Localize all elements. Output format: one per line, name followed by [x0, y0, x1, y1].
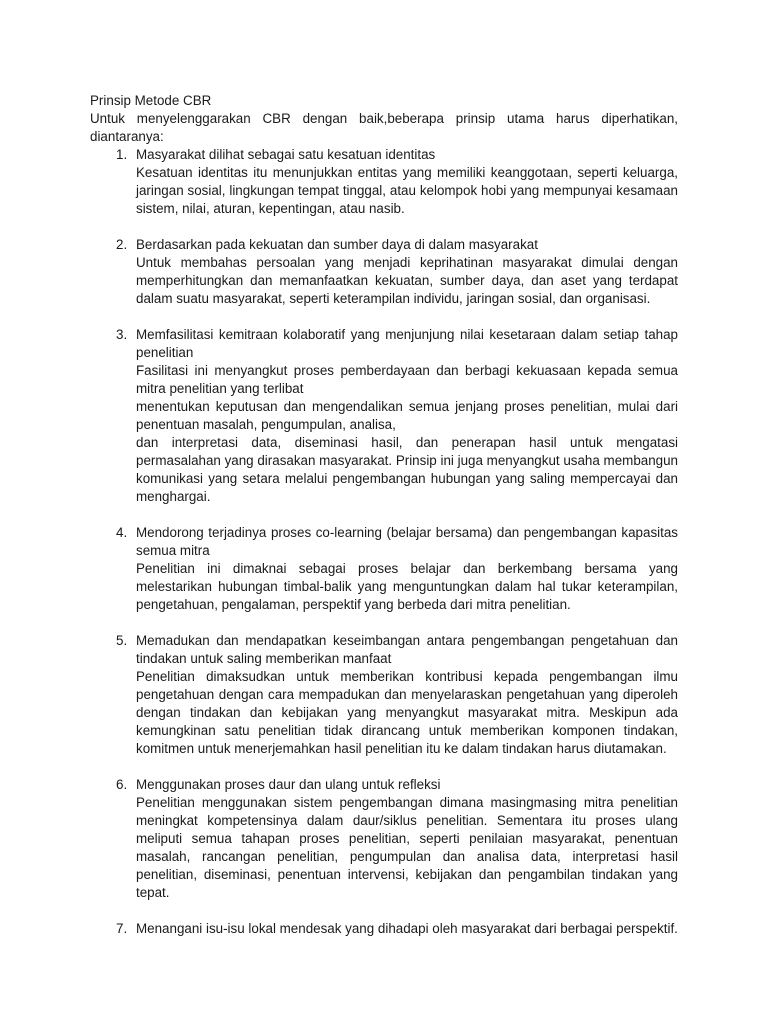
principle-heading: Memadukan dan mendapatkan keseimbangan antara pengembangan pengetahuan dan tindakan untuk saling memberikan manfaat [136, 633, 678, 666]
list-number: 3. [116, 327, 128, 342]
list-number-cell [90, 524, 136, 614]
principle-heading: Menangani isu-isu lokal mendesak yang dihadapi oleh masyarakat dari berbagai perspektif. [136, 921, 678, 936]
principle-paragraph: Fasilitasi ini menyangkut proses pemberdayaan dan berbagi kekuasaan kepada semua mitra penelitian yang terlibat [136, 363, 678, 396]
principle-body [136, 776, 678, 902]
list-number: 6. [116, 777, 128, 792]
list-number-cell [90, 920, 136, 938]
principle-heading: Berdasarkan pada kekuatan dan sumber daya di dalam masyarakat [136, 237, 538, 252]
list-number-cell [90, 236, 136, 308]
list-number: 1. [116, 147, 128, 162]
principle-item [90, 146, 678, 218]
principle-body [136, 524, 678, 614]
principle-body [136, 326, 678, 506]
document-title: Prinsip Metode CBR [90, 93, 212, 108]
list-number: 4. [116, 525, 128, 540]
document-page [90, 92, 678, 938]
principle-heading: Menggunakan proses daur dan ulang untuk refleksi [136, 777, 441, 792]
list-number-cell [90, 632, 136, 758]
principle-body [136, 920, 678, 938]
principle-body [136, 146, 678, 218]
list-number-cell [90, 776, 136, 902]
list-number-cell [90, 146, 136, 218]
list-number-cell [90, 326, 136, 506]
principle-body [136, 632, 678, 758]
principle-heading: Memfasilitasi kemitraan kolaboratif yang menjunjung nilai kesetaraan dalam setiap tahap penelitian [136, 327, 678, 360]
principle-heading: Mendorong terjadinya proses co-learning (belajar bersama) dan pengembangan kapasitas semua mitra [136, 525, 678, 558]
list-number: 5. [116, 633, 128, 648]
principle-paragraph: dan interpretasi data, diseminasi hasil, dan penerapan hasil untuk mengatasi permasalahan yang dirasakan masyarakat. Prinsip ini juga menyangkut usaha membangun komunikasi yang setara melalui pengembangan hubungan yang saling mempercayai dan menghargai. [136, 435, 678, 504]
list-number: 2. [116, 237, 128, 252]
principle-body [136, 236, 678, 308]
intro-paragraph: Untuk menyelenggarakan CBR dengan baik,beberapa prinsip utama harus diperhatikan, diantaranya: [90, 111, 678, 144]
principle-paragraph: menentukan keputusan dan mengendalikan semua jenjang proses penelitian, mulai dari penentuan masalah, pengumpulan, analisa, [136, 399, 678, 432]
list-number: 7. [116, 921, 128, 936]
principle-item [90, 776, 678, 902]
principle-paragraph: Penelitian ini dimaknai sebagai proses belajar dan berkembang bersama yang melestarikan hubungan timbal-balik yang menguntungkan dalam hal tukar keterampilan, pengetahuan, pengalaman, perspektif yang berbeda dari mitra penelitian. [136, 561, 678, 612]
principle-paragraph: Penelitian menggunakan sistem pengembangan dimana masingmasing mitra penelitian meningkat kompetensinya dalam daur/siklus penelitian. Sementara itu proses ulang meliputi semua tahapan proses penelitian, seperti penilaian masyarakat, penentuan masalah, rancangan penelitian, pengumpulan dan analisa data, interpretasi hasil penelitian, diseminasi, penentuan intervensi, kebijakan dan pengambilan tindakan yang tepat. [136, 795, 678, 900]
principle-paragraph: Penelitian dimaksudkan untuk memberikan kontribusi kepada pengembangan ilmu pengetahuan dengan cara mempadukan dan menyelaraskan pengetahuan yang diperoleh dengan tindakan dan kebijakan yang menyangkut masyarakat mitra. Meskipun ada kemungkinan satu penelitian tidak dirancang untuk memberikan komponen tindakan, komitmen untuk menerjemahkan hasil penelitian itu ke dalam tindakan harus diutamakan. [136, 669, 678, 756]
principle-paragraph: Untuk membahas persoalan yang menjadi keprihatinan masyarakat dimulai dengan memperhitungkan dan memanfaatkan kekuatan, sumber daya, dan aset yang terdapat dalam suatu masyarakat, seperti keterampilan individu, jaringan sosial, dan organisasi. [136, 255, 678, 306]
principle-item [90, 632, 678, 758]
principle-item [90, 920, 678, 938]
principle-paragraph: Kesatuan identitas itu menunjukkan entitas yang memiliki keanggotaan, seperti keluarga, jaringan sosial, lingkungan tempat tinggal, atau kelompok hobi yang mempunyai kesamaan sistem, nilai, aturan, kepentingan, atau nasib. [136, 165, 678, 216]
principle-item [90, 236, 678, 308]
principle-item [90, 326, 678, 506]
principle-item [90, 524, 678, 614]
principle-heading: Masyarakat dilihat sebagai satu kesatuan identitas [136, 147, 436, 162]
principles-list [90, 146, 678, 938]
